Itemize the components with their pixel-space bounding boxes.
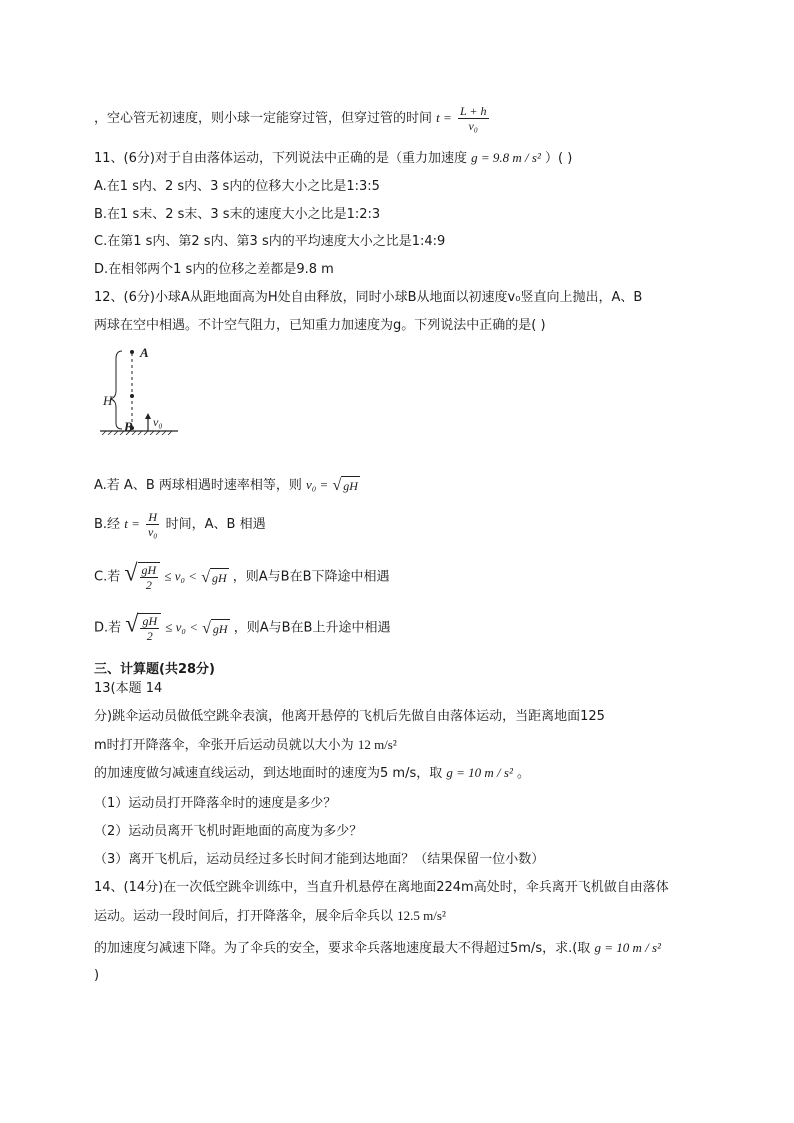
q11-stem-text: 11、(6分)对于自由落体运动，下列说法中正确的是（重力加速度 xyxy=(94,151,467,166)
figure-label-v0: v₀ xyxy=(153,415,163,429)
q12-d-sqrt-frac: √ $\frac{gH}{2}$ xyxy=(125,613,161,643)
q12-b-text: B.经 xyxy=(94,517,121,532)
q10-fraction xyxy=(458,104,489,133)
q14-line1: 14、(14分)在一次低空跳伞训练中，当直升机悬停在离地面224m高处时，伞兵离开飞机做自由落体 xyxy=(94,880,669,895)
q12-c-denominator: 2 xyxy=(145,578,152,592)
q14-line3-text: 的加速度匀减速下降。为了伞兵的安全，要求伞兵落地速度最大不得超过5m/s，求.(取 xyxy=(94,941,591,956)
q12-c-mid: ≤ v₀ < xyxy=(164,568,198,584)
figure-ground-hatch xyxy=(102,431,172,435)
q13-line3 xyxy=(94,736,397,755)
ball-a xyxy=(130,350,134,354)
q14-line3 xyxy=(94,939,661,958)
figure-label-a: A xyxy=(140,345,149,360)
q10-denominator: v₀ xyxy=(468,119,478,133)
q12-a-radicand: gH xyxy=(341,476,360,495)
section-3-title: 三、计算题(共28分) xyxy=(94,662,215,677)
q12-figure xyxy=(100,343,180,435)
q12-d-denominator: 2 xyxy=(146,629,153,643)
q12-c-post: ，则A与B在B下降途中相遇 xyxy=(232,569,390,585)
q11-option-c: C.在第1 s内、第2 s内、第3 s内的平均速度大小之比是1:4:9 xyxy=(94,234,446,249)
q12-d-mid: ≤ v₀ < xyxy=(165,619,198,635)
q13-g-value: g = 10 m / s² xyxy=(446,765,513,780)
figure-brace xyxy=(111,351,122,429)
q12-a-sqrt: √ gH xyxy=(332,477,358,494)
q12-option-d xyxy=(94,613,390,643)
q12-b-post: 时间，A、B 相遇 xyxy=(165,517,266,532)
q12-d-post: ，则A与B在B上升途中相遇 xyxy=(233,620,391,636)
q12-option-b xyxy=(94,510,266,539)
q11-stem-end: ）( ) xyxy=(544,151,573,166)
q13-line1: 13(本题 14 xyxy=(94,681,163,696)
q14-g-value: g = 10 m / s² xyxy=(594,940,661,955)
q11-option-d: D.在相邻两个1 s内的位移之差都是9.8 m xyxy=(94,262,334,277)
q13-line4 xyxy=(94,764,530,783)
q10-numerator: L + h xyxy=(459,104,487,118)
q12-b-numerator: H xyxy=(146,510,160,525)
q14-line2 xyxy=(94,907,446,926)
q11-option-a: A.在1 s内、2 s内、3 s内的位移大小之比是1:3:5 xyxy=(94,179,380,194)
q14-line2-text: 运动。运动一段时间后，打开降落伞，展伞后伞兵以 xyxy=(94,909,394,924)
q13-part2: （2）运动员离开飞机时距地面的高度为多少？ xyxy=(94,824,363,839)
figure-label-h: H xyxy=(103,393,113,408)
q13-line4-text: 的加速度做匀减速直线运动，到达地面时的速度为5 m/s，取 xyxy=(94,766,443,781)
q13-acceleration: 12 m/s² xyxy=(357,737,397,752)
velocity-arrow-head xyxy=(145,413,151,419)
q13-line2: 分)跳伞运动员做低空跳伞表演，他离开悬停的飞机后先做自由落体运动，当距离地面125 xyxy=(94,709,605,724)
q12-c-text: C.若 xyxy=(94,569,121,585)
q11-g-value: g = 9.8 m / s² xyxy=(471,150,541,165)
q13-part1: （1）运动员打开降落伞时的速度是多少？ xyxy=(94,796,337,811)
q12-c-radicand: gH xyxy=(210,568,229,587)
q10-tail-line xyxy=(94,104,491,133)
q12-a-text: A.若 A、B 两球相遇时速率相等，则 xyxy=(94,478,302,493)
q13-line3-text: m时打开降落伞，伞张开后运动员就以大小为 xyxy=(94,738,354,753)
q12-b-denominator: v₀ xyxy=(147,525,158,539)
ball-mid xyxy=(130,394,134,398)
q12-d-radicand: gH xyxy=(211,619,230,638)
q10-tail-text: ，空心管无初速度，则小球一定能穿过管，但穿过管的时间 xyxy=(94,111,433,126)
q12-option-c xyxy=(94,562,390,592)
q12-c-sqrt: √ gH xyxy=(201,568,227,586)
q12-d-text: D.若 xyxy=(94,620,122,636)
q12-b-t: t = xyxy=(124,516,140,531)
q12-c-numerator: gH xyxy=(141,563,157,577)
q12-stem-line1: 12、(6分)小球A从距地面高为H处自由释放，同时小球B从地面以初速度v₀竖直向上抛出，A、B xyxy=(94,290,643,305)
q12-b-fraction xyxy=(146,510,160,539)
q12-a-eq: v₀ = xyxy=(306,477,329,492)
q12-option-a xyxy=(94,476,360,495)
q10-t-eq: t = xyxy=(436,110,452,125)
figure-label-b: B xyxy=(124,419,133,434)
q13-part3: （3）离开飞机后，运动员经过多长时间才能到达地面？（结果保留一位小数） xyxy=(94,852,545,867)
q13-line4-end: 。 xyxy=(517,766,531,781)
q12-d-sqrt: √ gH xyxy=(202,619,228,637)
q14-line4: ) xyxy=(94,968,100,983)
q12-stem-line2: 两球在空中相遇。不计空气阻力，已知重力加速度为g。下列说法中正确的是( ) xyxy=(94,318,546,333)
q11-stem xyxy=(94,149,572,168)
q12-d-numerator: gH xyxy=(142,614,158,628)
q11-option-b: B.在1 s末、2 s末、3 s末的速度大小之比是1:2:3 xyxy=(94,207,381,222)
q14-acceleration: 12.5 m/s² xyxy=(397,908,446,923)
q12-c-sqrt-frac: √ $\frac{gH}{2}$ xyxy=(124,562,160,592)
